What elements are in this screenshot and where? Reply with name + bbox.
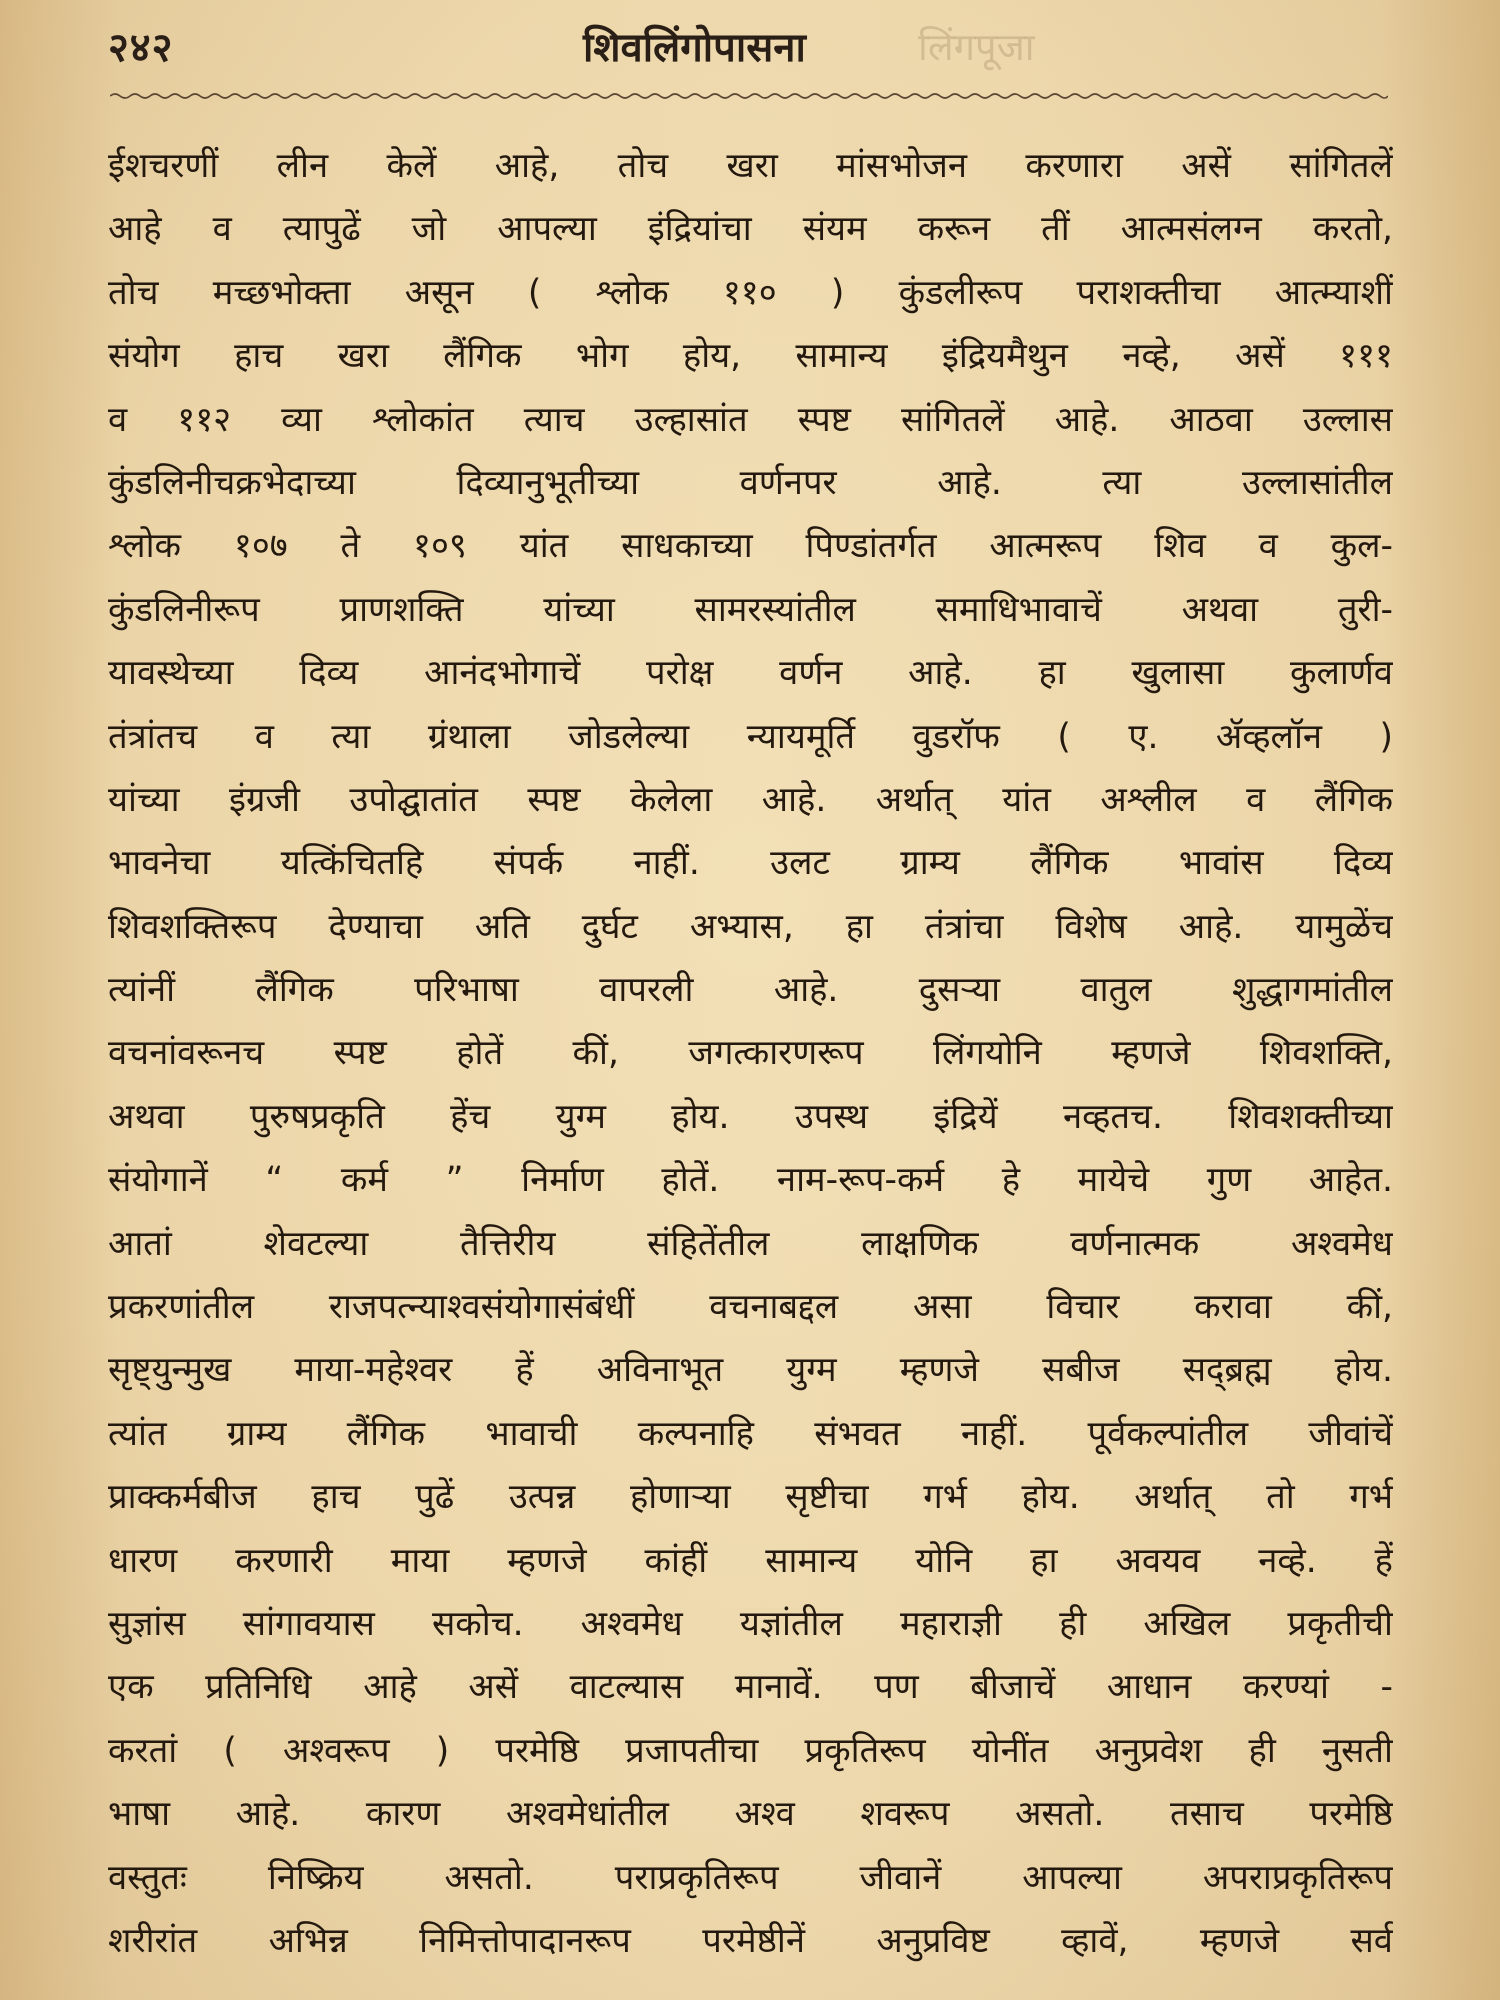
text-line: प्राक्कर्मबीज हाच पुढें उत्पन्न होणाऱ्या सृष्टीचा गर्भ होय. अर्थात् तो गर्भ — [108, 1477, 1393, 1518]
bleed-through-text: लिंगपूजा — [918, 25, 1035, 69]
text-line: धारण करणारी माया म्हणजे कांहीं सामान्य योनि हा अवयव नव्हे. हें — [108, 1540, 1393, 1581]
text-line: यांच्या इंग्रजी उपोद्घातांत स्पष्ट केलेला आहे. अर्थात् यांत अश्लील व लैंगिक — [108, 779, 1393, 820]
text-line: एक प्रतिनिधि आहे असें वाटल्यास मानावें. पण बीजाचें आधान करण्यां - — [108, 1667, 1393, 1708]
text-line: सृष्ट्युन्मुख माया-महेश्वर हें अविनाभूत युग्म म्हणजे सबीज सद्ब्रह्म होय. — [108, 1350, 1393, 1391]
text-line: भावनेचा यत्किंचितहि संपर्क नाहीं. उलट ग्राम्य लैंगिक भावांस दिव्य — [108, 843, 1393, 884]
text-line: तंत्रांतच व त्या ग्रंथाला जोडलेल्या न्यायमूर्ति वुडरॉफ ( ए. ॲव्हलॉन ) — [108, 716, 1393, 757]
text-line: त्यांत ग्राम्य लैंगिक भावाची कल्पनाहि संभवत नाहीं. पूर्वकल्पांतील जीवांचें — [108, 1413, 1393, 1454]
text-line: कुंडलिनीरूप प्राणशक्ति यांच्या सामरस्यांतील समाधिभावाचें अथवा तुरी- — [108, 589, 1393, 630]
text-line: कुंडलिनीचक्रभेदाच्या दिव्यानुभूतीच्या वर्णनपर आहे. त्या उल्लासांतील — [108, 462, 1393, 503]
text-line: तोच मच्छभोक्ता असून ( श्लोक ११० ) कुंडलीरूप पराशक्तीचा आत्म्याशीं — [108, 272, 1393, 313]
text-line: वस्तुतः निष्क्रिय असतो. पराप्रकृतिरूप जीवानें आपल्या अपराप्रकृतिरूप — [108, 1857, 1393, 1898]
text-line: शिवशक्तिरूप देण्याचा अति दुर्घट अभ्यास, हा तंत्रांचा विशेष आहे. यामुळेंच — [108, 906, 1393, 947]
text-line: भाषा आहे. कारण अश्वमेधांतील अश्व शवरूप असतो. तसाच परमेष्ठि — [108, 1794, 1393, 1835]
text-line: अथवा पुरुषप्रकृति हेंच युग्म होय. उपस्थ इंद्रियें नव्हतच. शिवशक्तीच्या — [108, 1096, 1393, 1137]
text-line: आतां शेवटल्या तैत्तिरीय संहितेंतील लाक्षणिक वर्णनात्मक अश्वमेध — [108, 1223, 1393, 1264]
running-head: शिवलिंगोपासना — [583, 25, 806, 71]
text-line: व ११२ व्या श्लोकांत त्याच उल्हासांत स्पष्ट सांगितलें आहे. आठवा उल्लास — [108, 399, 1393, 440]
body-text — [108, 135, 1393, 1973]
text-line: त्यांनीं लैंगिक परिभाषा वापरली आहे. दुसऱ्या वातुल शुद्धागमांतील — [108, 970, 1393, 1011]
text-line: यावस्थेच्या दिव्य आनंदभोगाचें परोक्ष वर्णन आहे. हा खुलासा कुलार्णव — [108, 653, 1393, 694]
text-line: संयोगानें “ कर्म ” निर्माण होतें. नाम-रूप-कर्म हे मायेचे गुण आहेत. — [108, 1160, 1393, 1201]
text-line: संयोग हाच खरा लैंगिक भोग होय, सामान्य इंद्रियमैथुन नव्हे, असें १११ — [108, 336, 1393, 377]
text-line: ईशचरणीं लीन केलें आहे, तोच खरा मांसभोजन करणारा असें सांगितलें — [108, 146, 1393, 186]
text-line: सुज्ञांस सांगावयास सकोच. अश्वमेध यज्ञांतील महाराज्ञी ही अखिल प्रकृतीची — [108, 1603, 1393, 1644]
page-number: २४२ — [108, 25, 174, 71]
text-line: प्रकरणांतील राजपत्न्याश्वसंयोगासंबंधीं वचनाबद्दल असा विचार करावा कीं, — [108, 1287, 1393, 1328]
text-line: करतां ( अश्वरूप ) परमेष्ठि प्रजापतीचा प्रकृतिरूप योनींत अनुप्रवेश ही नुसती — [108, 1730, 1393, 1771]
text-line: आहे व त्यापुढें जो आपल्या इंद्रियांचा संयम करून तीं आत्मसंलग्न करतो, — [108, 209, 1393, 250]
header-rule — [110, 92, 1388, 100]
page-header — [108, 18, 1390, 78]
text-line: वचनांवरूनच स्पष्ट होतें कीं, जगत्कारणरूप लिंगयोनि म्हणजे शिवशक्ति, — [108, 1033, 1393, 1074]
header-rule-wave — [110, 94, 1388, 98]
text-line: श्लोक १०७ ते १०९ यांत साधकाच्या पिण्डांतर्गत आत्मरूप शिव व कुल- — [108, 526, 1393, 567]
text-line: शरीरांत अभिन्न निमित्तोपादानरूप परमेष्ठीनें अनुप्रविष्ट व्हावें, म्हणजे सर्व — [108, 1920, 1393, 1961]
